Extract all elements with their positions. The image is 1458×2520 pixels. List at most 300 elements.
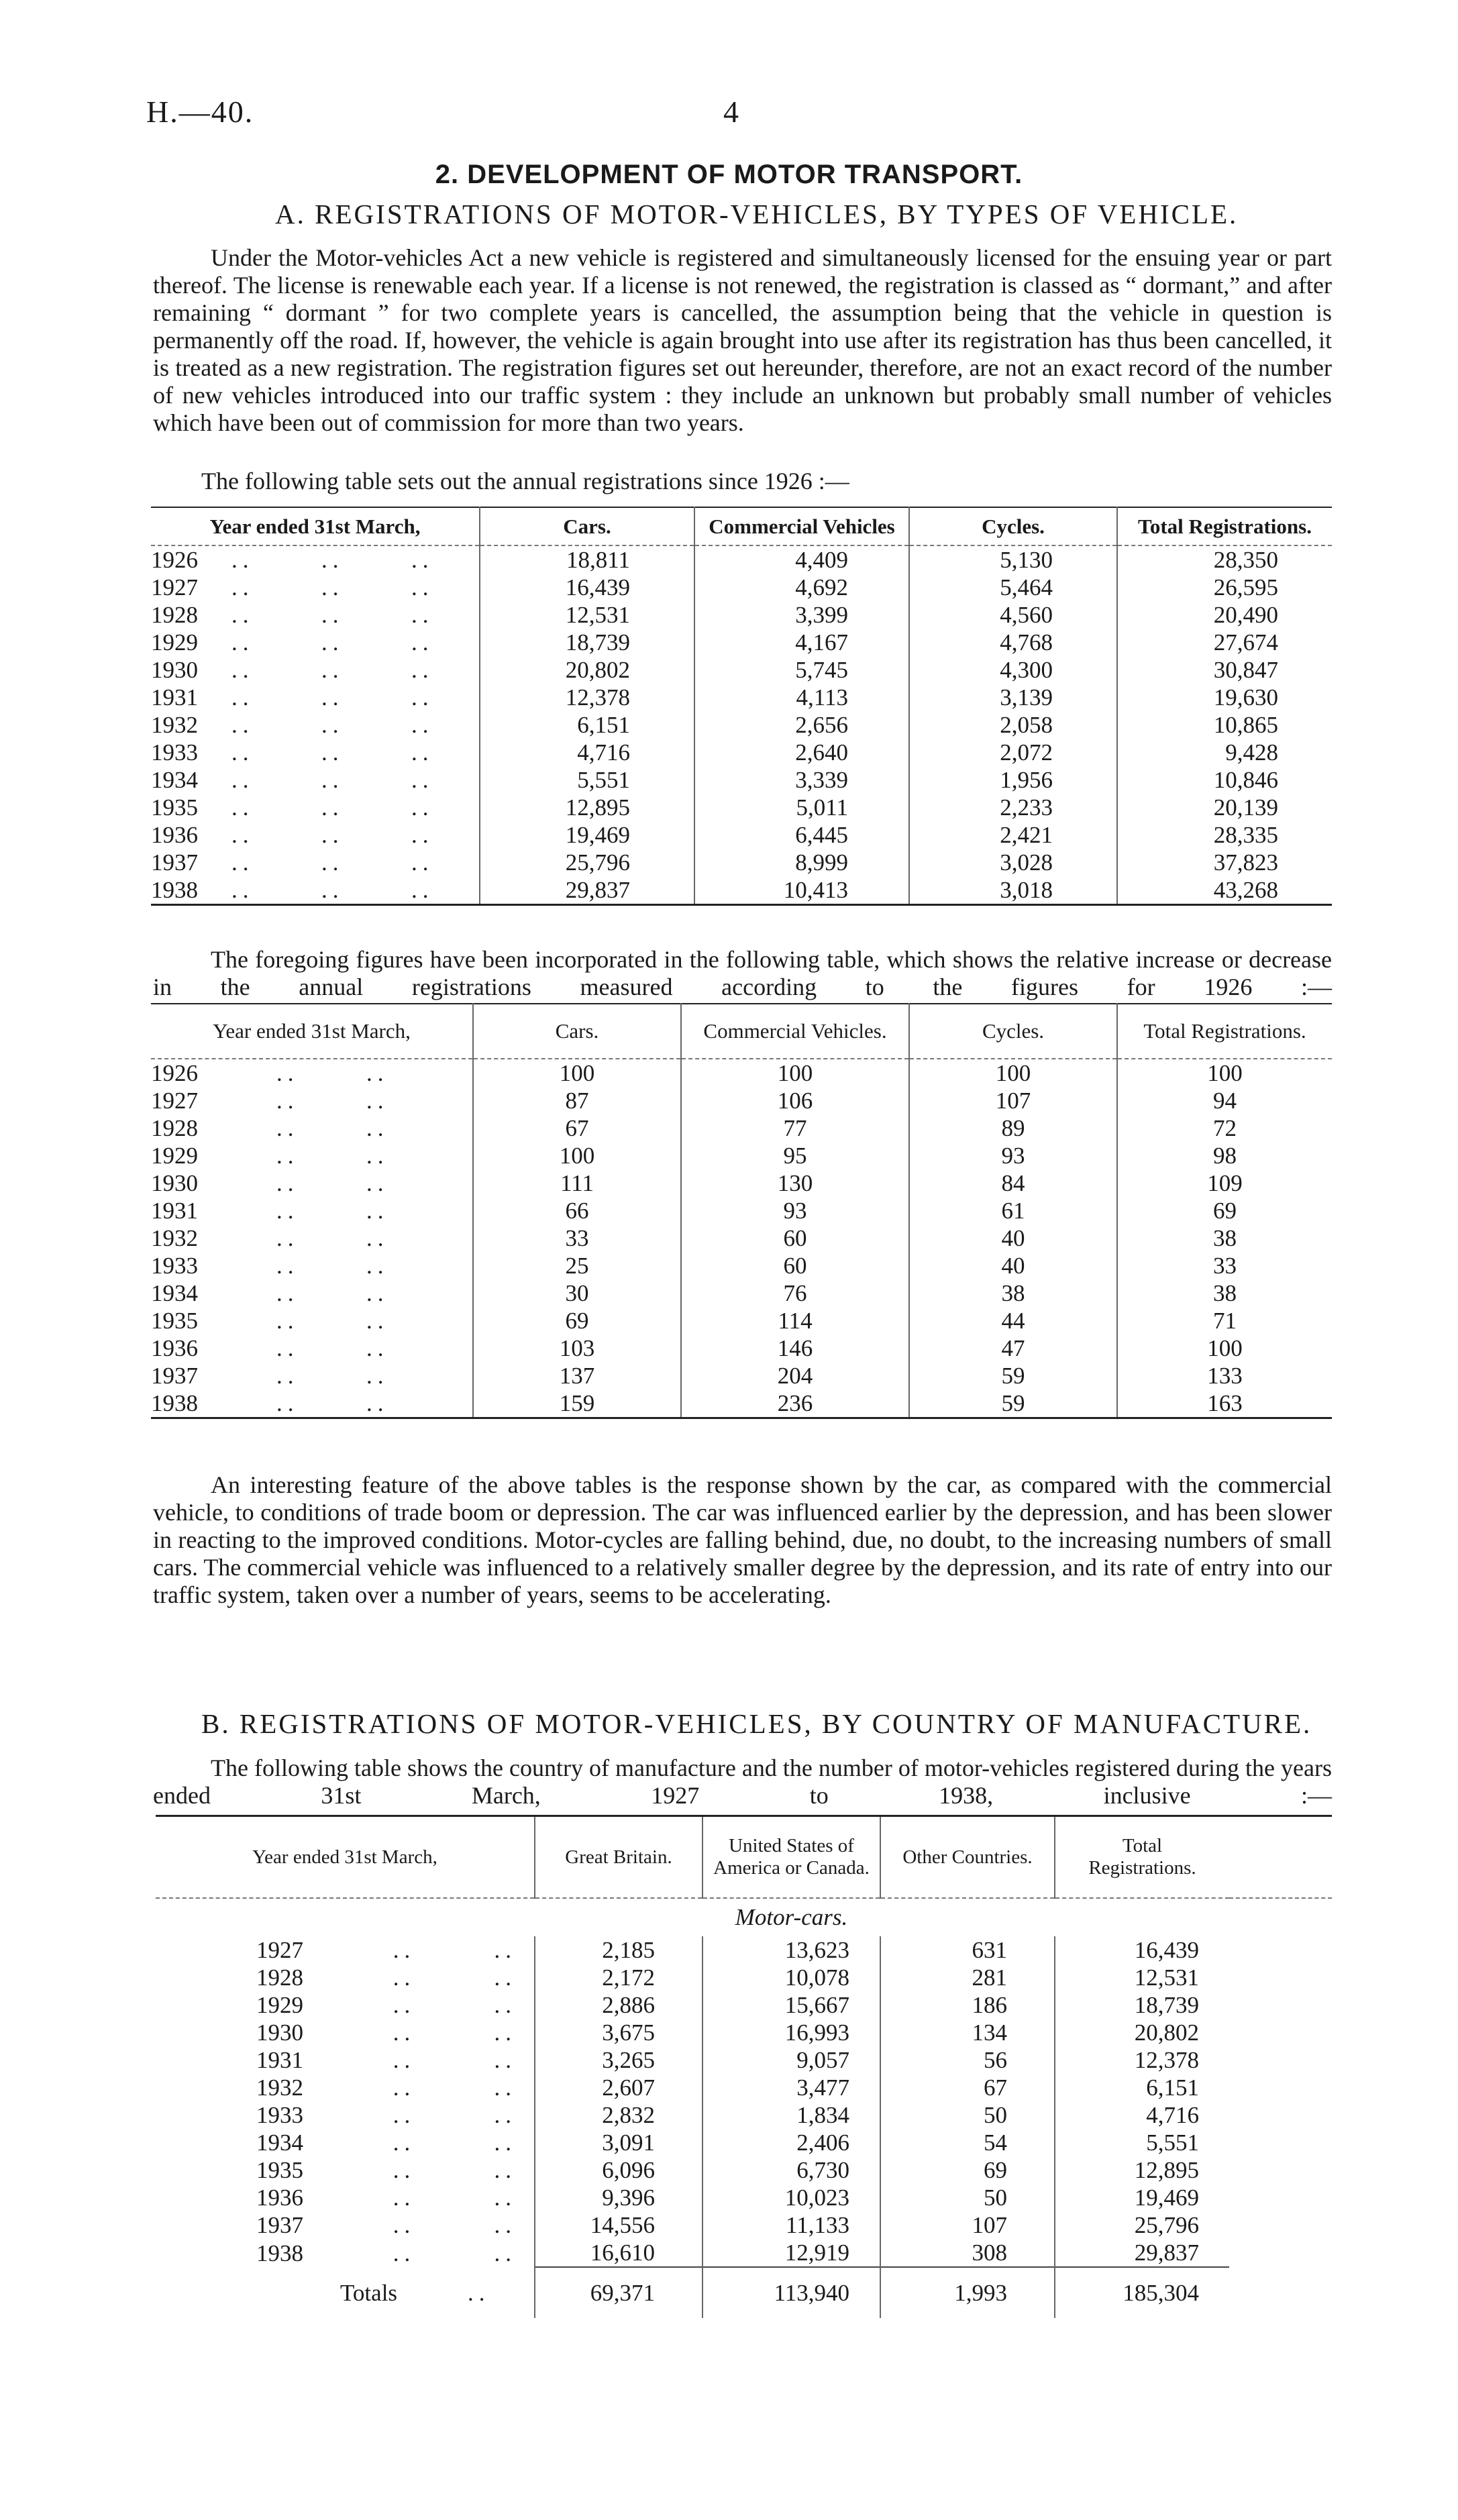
table-row [151, 766, 1332, 794]
data-cell: 3,018 [909, 876, 1117, 905]
data-cell: 236 [681, 1389, 909, 1418]
leader-dots: .. .. .. [231, 822, 434, 848]
table-relative-index [151, 1003, 1332, 1419]
data-cell: 2,886 [535, 1991, 702, 2019]
table-row [156, 2156, 1332, 2184]
data-cell: 103 [473, 1334, 681, 1362]
data-cell: 50 [880, 2101, 1055, 2129]
leader-dots: .. .. .. [231, 574, 434, 600]
spacer-cell [1229, 2267, 1332, 2318]
data-cell: 29,837 [480, 876, 694, 905]
data-cell: 20,802 [480, 656, 694, 684]
year-cell [151, 1059, 473, 1087]
totals-row [156, 2267, 1332, 2318]
spacer-cell [1229, 2239, 1332, 2267]
year-label: 1937 [151, 849, 198, 876]
data-cell: 137 [473, 1362, 681, 1389]
data-cell: 3,139 [909, 684, 1117, 711]
data-cell: 18,739 [1055, 1991, 1229, 2019]
table-row [151, 1389, 1332, 1418]
col-header-year: Year ended 31st March, [156, 1816, 535, 1899]
table-row [156, 2184, 1332, 2211]
data-cell: 9,396 [535, 2184, 702, 2211]
data-cell: 93 [909, 1142, 1117, 1169]
year-label: 1926 [151, 547, 198, 573]
data-cell: 6,445 [694, 821, 909, 849]
leader-dots: .. [468, 2279, 490, 2306]
spacer-cell [1229, 1991, 1332, 2019]
leader-dots: .. .. [337, 2019, 517, 2046]
leader-dots: .. .. [337, 2157, 517, 2183]
leader-dots: .. .. [231, 1280, 389, 1306]
data-cell: 16,993 [702, 2019, 880, 2046]
col-header-cars: Cars. [480, 507, 694, 545]
table-row [151, 1334, 1332, 1362]
data-cell: 4,560 [909, 601, 1117, 629]
page-number: 4 [723, 95, 739, 129]
data-cell: 16,439 [1055, 1936, 1229, 1964]
table-row [151, 1307, 1332, 1334]
spacer-cell [1229, 2074, 1332, 2101]
data-cell: 4,167 [694, 629, 909, 656]
leader-dots: .. .. .. [231, 767, 434, 793]
table-row [156, 2019, 1332, 2046]
data-cell: 93 [681, 1197, 909, 1224]
year-label: 1930 [151, 657, 198, 683]
year-label: 1929 [256, 1992, 303, 2018]
year-cell [156, 1991, 535, 2019]
year-label: 1927 [151, 574, 198, 600]
data-cell: 5,464 [909, 574, 1117, 601]
data-cell: 2,607 [535, 2074, 702, 2101]
year-cell [151, 629, 480, 656]
year-label: 1932 [151, 1225, 198, 1251]
col-header-total: Total Registrations. [1055, 1816, 1229, 1899]
data-cell: 2,172 [535, 1964, 702, 1991]
year-cell [151, 1307, 473, 1334]
data-cell: 13,623 [702, 1936, 880, 1964]
leader-dots: .. .. [337, 2075, 517, 2101]
leader-dots: .. .. [231, 1198, 389, 1224]
year-label: 1936 [151, 1335, 198, 1361]
col-header-cycles: Cycles. [909, 1004, 1117, 1059]
data-cell: 33 [1117, 1252, 1332, 1279]
data-cell: 163 [1117, 1389, 1332, 1418]
year-cell [156, 1964, 535, 1991]
data-cell: 6,151 [480, 711, 694, 739]
table2-body [151, 1059, 1332, 1418]
year-label: 1936 [256, 2185, 303, 2211]
data-cell: 107 [880, 2211, 1055, 2239]
col-header-commercial: Commercial Vehicles. [681, 1004, 909, 1059]
data-cell: 69 [1117, 1197, 1332, 1224]
leader-dots: .. .. .. [231, 877, 434, 903]
year-cell [151, 1362, 473, 1389]
data-cell: 72 [1117, 1114, 1332, 1142]
data-cell: 37,823 [1117, 849, 1332, 876]
table-row [156, 1991, 1332, 2019]
data-cell: 71 [1117, 1307, 1332, 1334]
col-header-other-countries: Other Countries. [880, 1816, 1055, 1899]
data-cell: 16,610 [535, 2239, 702, 2267]
year-label: 1930 [151, 1170, 198, 1196]
year-label: 1935 [151, 794, 198, 821]
table-row [156, 2074, 1332, 2101]
data-cell: 12,531 [480, 601, 694, 629]
year-cell [151, 656, 480, 684]
data-cell: 114 [681, 1307, 909, 1334]
data-cell: 67 [473, 1114, 681, 1142]
data-cell: 69 [473, 1307, 681, 1334]
data-cell: 47 [909, 1334, 1117, 1362]
leader-dots: .. .. [337, 2047, 517, 2073]
leader-dots: .. .. [231, 1143, 389, 1169]
data-cell: 20,490 [1117, 601, 1332, 629]
year-cell [156, 2019, 535, 2046]
data-cell: 100 [473, 1142, 681, 1169]
data-cell: 87 [473, 1087, 681, 1114]
year-cell [151, 1197, 473, 1224]
year-cell [151, 1389, 473, 1418]
data-cell: 2,656 [694, 711, 909, 739]
year-label: 1933 [151, 739, 198, 766]
leader-dots: .. .. [231, 1363, 389, 1389]
data-cell: 2,640 [694, 739, 909, 766]
leader-dots: .. .. .. [231, 794, 434, 821]
spacer-cell [1229, 1964, 1332, 1991]
year-cell [156, 1936, 535, 1964]
data-cell: 107 [909, 1087, 1117, 1114]
table3-body [156, 1898, 1332, 2318]
data-cell: 44 [909, 1307, 1117, 1334]
spacer-cell [1229, 2211, 1332, 2239]
table-row [151, 1114, 1332, 1142]
year-cell [156, 2101, 535, 2129]
data-cell: 631 [880, 1936, 1055, 1964]
year-label: 1929 [151, 1143, 198, 1169]
leader-dots: .. .. [337, 2102, 517, 2128]
table-row [151, 711, 1332, 739]
table-row [156, 2101, 1332, 2129]
table-row [151, 629, 1332, 656]
leader-dots: .. .. .. [231, 657, 434, 683]
leader-dots: .. .. [231, 1088, 389, 1114]
year-label: 1930 [256, 2019, 303, 2046]
totals-cell: 69,371 [535, 2267, 702, 2318]
year-cell [151, 574, 480, 601]
table-row [151, 1252, 1332, 1279]
table-row [151, 1059, 1332, 1087]
data-cell: 50 [880, 2184, 1055, 2211]
year-label: 1931 [256, 2047, 303, 2073]
leader-dots: .. .. .. [231, 629, 434, 655]
data-cell: 2,233 [909, 794, 1117, 821]
totals-cell: 1,993 [880, 2267, 1055, 2318]
year-cell [156, 2184, 535, 2211]
year-cell [156, 2046, 535, 2074]
data-cell: 5,551 [1055, 2129, 1229, 2156]
table-row [151, 1197, 1332, 1224]
data-cell: 94 [1117, 1087, 1332, 1114]
data-cell: 76 [681, 1279, 909, 1307]
data-cell: 20,802 [1055, 2019, 1229, 2046]
leader-dots: .. .. .. [231, 547, 434, 573]
data-cell: 25 [473, 1252, 681, 1279]
data-cell: 8,999 [694, 849, 909, 876]
data-cell: 4,716 [1055, 2101, 1229, 2129]
data-cell: 14,556 [535, 2211, 702, 2239]
data-cell: 95 [681, 1142, 909, 1169]
data-cell: 2,185 [535, 1936, 702, 1964]
data-cell: 204 [681, 1362, 909, 1389]
leader-dots: .. .. [231, 1308, 389, 1334]
data-cell: 20,139 [1117, 794, 1332, 821]
spacer-cell [1229, 2019, 1332, 2046]
data-cell: 30 [473, 1279, 681, 1307]
col-header-cycles: Cycles. [909, 507, 1117, 545]
col-header-cars: Cars. [473, 1004, 681, 1059]
data-cell: 12,531 [1055, 1964, 1229, 1991]
year-cell [151, 711, 480, 739]
year-cell [151, 794, 480, 821]
data-cell: 100 [909, 1059, 1117, 1087]
data-cell: 6,096 [535, 2156, 702, 2184]
data-cell: 27,674 [1117, 629, 1332, 656]
year-label: 1927 [256, 1937, 303, 1963]
year-cell [151, 1087, 473, 1114]
data-cell: 25,796 [1055, 2211, 1229, 2239]
table-row [156, 1964, 1332, 1991]
year-cell [151, 766, 480, 794]
leader-dots: .. .. [231, 1225, 389, 1251]
leader-dots: .. .. .. [231, 739, 434, 766]
data-cell: 133 [1117, 1362, 1332, 1389]
table-row [151, 821, 1332, 849]
data-cell: 100 [681, 1059, 909, 1087]
year-cell [151, 1279, 473, 1307]
col-header-great-britain: Great Britain. [535, 1816, 702, 1899]
leader-dots: .. .. [231, 1115, 389, 1141]
data-cell: 89 [909, 1114, 1117, 1142]
subsection-b-title: B. REGISTRATIONS OF MOTOR-VEHICLES, BY COUNTRY OF MANUFACTURE. [201, 1708, 1312, 1739]
data-cell: 2,072 [909, 739, 1117, 766]
data-cell: 60 [681, 1252, 909, 1279]
year-cell [151, 1142, 473, 1169]
leader-dots: .. .. [337, 2212, 517, 2238]
year-label: 1933 [256, 2102, 303, 2128]
data-cell: 5,745 [694, 656, 909, 684]
table-registrations-by-type [151, 507, 1332, 906]
data-cell: 1,956 [909, 766, 1117, 794]
table-row [151, 656, 1332, 684]
table-header-row [151, 507, 1332, 545]
data-cell: 6,730 [702, 2156, 880, 2184]
spacer-cell [1229, 2129, 1332, 2156]
spacer-cell [1229, 2184, 1332, 2211]
section-label: Motor-cars. [735, 1904, 848, 1930]
spacer-cell [1229, 2101, 1332, 2129]
year-label: 1938 [151, 877, 198, 903]
year-cell [156, 2129, 535, 2156]
year-cell [151, 821, 480, 849]
table-row [151, 601, 1332, 629]
year-cell [151, 739, 480, 766]
col-header-total: Total Registrations. [1117, 1004, 1332, 1059]
data-cell: 106 [681, 1087, 909, 1114]
table-header-row [156, 1816, 1332, 1899]
data-cell: 40 [909, 1252, 1117, 1279]
year-label: 1934 [151, 1280, 198, 1306]
table-header-row [151, 1004, 1332, 1059]
data-cell: 308 [880, 2239, 1055, 2267]
year-label: 1928 [151, 602, 198, 628]
table-row [151, 545, 1332, 574]
totals-label-cell [156, 2267, 535, 2318]
data-cell: 18,811 [480, 545, 694, 574]
data-cell: 59 [909, 1389, 1117, 1418]
data-cell: 19,469 [480, 821, 694, 849]
data-cell: 10,023 [702, 2184, 880, 2211]
table-row [151, 1169, 1332, 1197]
leader-dots: .. .. [337, 2130, 517, 2156]
data-cell: 3,399 [694, 601, 909, 629]
year-label: 1935 [151, 1308, 198, 1334]
year-cell [156, 2074, 535, 2101]
year-cell [151, 601, 480, 629]
totals-label: Totals [340, 2279, 398, 2306]
analysis-paragraph: An interesting feature of the above tables is the response shown by the car, as compared with the commercial vehicle, to conditions of trade boom or depression. The car was influenced earlier by the depression, and has been slower in reacting to the improved conditions. Motor-cycles are falling behind, due, no doubt, to the increasing numbers of small cars. The commercial vehicle was influenced to a relatively smaller degree by the depression, and its rate of entry into our traffic system, taken over a number of years, seems to be accelerating. [153, 1471, 1332, 1608]
table-row [151, 1279, 1332, 1307]
data-cell: 19,630 [1117, 684, 1332, 711]
col-header-year: Year ended 31st March, [151, 1004, 473, 1059]
data-cell: 4,113 [694, 684, 909, 711]
data-cell: 2,058 [909, 711, 1117, 739]
data-cell: 10,846 [1117, 766, 1332, 794]
section-title: 2. DEVELOPMENT OF MOTOR TRANSPORT. [435, 160, 1023, 189]
data-cell: 60 [681, 1224, 909, 1252]
year-label: 1926 [151, 1060, 198, 1086]
leader-dots: .. .. .. [231, 684, 434, 711]
table-row [151, 876, 1332, 905]
data-cell: 16,439 [480, 574, 694, 601]
data-cell: 4,768 [909, 629, 1117, 656]
year-cell [151, 1252, 473, 1279]
data-cell: 67 [880, 2074, 1055, 2101]
data-cell: 29,837 [1055, 2239, 1229, 2267]
table-row [151, 794, 1332, 821]
data-cell: 10,865 [1117, 711, 1332, 739]
data-cell: 2,421 [909, 821, 1117, 849]
table-row [156, 2239, 1332, 2267]
data-cell: 43,268 [1117, 876, 1332, 905]
data-cell: 100 [1117, 1059, 1332, 1087]
data-cell: 3,091 [535, 2129, 702, 2156]
year-cell [156, 2156, 535, 2184]
leader-dots: .. .. [231, 1390, 389, 1416]
col-header-usa-canada: United States of America or Canada. [702, 1816, 880, 1899]
table-row [156, 2046, 1332, 2074]
leader-dots: .. .. [231, 1170, 389, 1196]
data-cell: 3,265 [535, 2046, 702, 2074]
table-row [151, 1142, 1332, 1169]
data-cell: 5,011 [694, 794, 909, 821]
table-row [156, 2211, 1332, 2239]
year-cell [151, 684, 480, 711]
table-row [151, 739, 1332, 766]
year-label: 1935 [256, 2157, 303, 2183]
leader-dots: .. .. [337, 2185, 517, 2211]
leader-dots: .. .. [337, 1992, 517, 2018]
table-row [151, 684, 1332, 711]
table-row [156, 2129, 1332, 2156]
data-cell: 134 [880, 2019, 1055, 2046]
year-cell [151, 876, 480, 905]
data-cell: 159 [473, 1389, 681, 1418]
spacer-cell [1229, 2156, 1332, 2184]
data-cell: 77 [681, 1114, 909, 1142]
data-cell: 3,477 [702, 2074, 880, 2101]
data-cell: 26,595 [1117, 574, 1332, 601]
year-label: 1931 [151, 684, 198, 711]
data-cell: 281 [880, 1964, 1055, 1991]
data-cell: 4,409 [694, 545, 909, 574]
data-cell: 12,895 [480, 794, 694, 821]
year-label: 1938 [151, 1390, 198, 1416]
year-cell [156, 2211, 535, 2239]
data-cell: 100 [1117, 1334, 1332, 1362]
year-cell [151, 1224, 473, 1252]
data-cell: 111 [473, 1169, 681, 1197]
year-label: 1931 [151, 1198, 198, 1224]
data-cell: 3,339 [694, 766, 909, 794]
data-cell: 30,847 [1117, 656, 1332, 684]
leader-dots: .. .. [231, 1060, 389, 1086]
data-cell: 9,428 [1117, 739, 1332, 766]
data-cell: 9,057 [702, 2046, 880, 2074]
leader-dots: .. .. [231, 1335, 389, 1361]
leader-dots: .. .. .. [231, 602, 434, 628]
data-cell: 5,551 [480, 766, 694, 794]
data-cell: 3,028 [909, 849, 1117, 876]
data-cell: 10,078 [702, 1964, 880, 1991]
year-cell [151, 1114, 473, 1142]
table-row [151, 1362, 1332, 1389]
data-cell: 33 [473, 1224, 681, 1252]
data-cell: 25,796 [480, 849, 694, 876]
data-cell: 15,667 [702, 1991, 880, 2019]
table-row [151, 574, 1332, 601]
data-cell: 56 [880, 2046, 1055, 2074]
year-cell [151, 849, 480, 876]
data-cell: 18,739 [480, 629, 694, 656]
year-cell [151, 1169, 473, 1197]
relative-index-paragraph: The foregoing figures have been incorporated in the following table, which shows the relative increase or decrease in the annual registrations measured according to the figures for 1926 :— [153, 946, 1332, 1000]
col-header-year: Year ended 31st March, [151, 507, 480, 545]
table-row [151, 1224, 1332, 1252]
table-row [156, 1936, 1332, 1964]
year-label: 1932 [151, 712, 198, 738]
data-cell: 1,834 [702, 2101, 880, 2129]
subsection-a-title: A. REGISTRATIONS OF MOTOR-VEHICLES, BY TYPES OF VEHICLE. [275, 199, 1239, 229]
table3-intro: The following table shows the country of manufacture and the number of motor-vehicles registered during the years ended 31st March, 1927 to 1938, inclusive :— [153, 1754, 1332, 1809]
spacer-cell [1229, 2046, 1332, 2074]
data-cell: 38 [1117, 1224, 1332, 1252]
leader-dots: .. .. [337, 1964, 517, 1991]
table-row [151, 849, 1332, 876]
year-label: 1933 [151, 1253, 198, 1279]
data-cell: 59 [909, 1362, 1117, 1389]
data-cell: 66 [473, 1197, 681, 1224]
